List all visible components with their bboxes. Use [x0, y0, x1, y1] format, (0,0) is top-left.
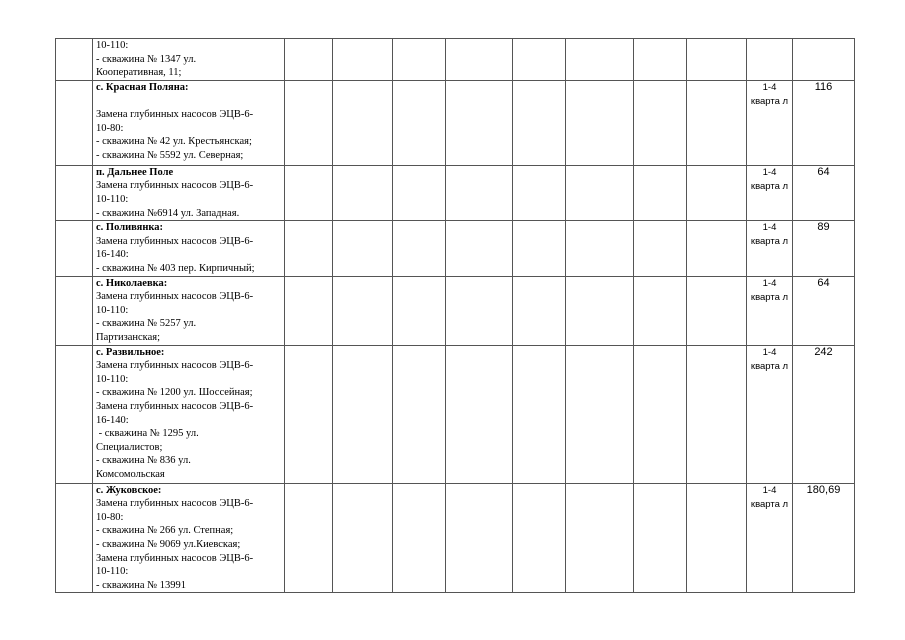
empty-cell: [446, 80, 513, 165]
works-table: [55, 38, 855, 593]
empty-cell: [333, 276, 393, 345]
empty-cell: [285, 483, 333, 593]
description-line: 10-80:: [96, 511, 124, 523]
description-line: 10-110:: [96, 373, 129, 385]
empty-cell: [333, 221, 393, 276]
description-line: Замена глубинных насосов ЭЦВ-6-: [96, 552, 254, 564]
empty-cell: [393, 483, 446, 593]
empty-cell: [513, 221, 566, 276]
empty-cell: [687, 165, 747, 220]
description-line: 10-110:: [96, 566, 129, 578]
amount-cell: 64: [793, 276, 855, 345]
description-line: - скважина № 1200 ул. Шоссейная;: [96, 387, 253, 399]
description-line: 10-110:: [96, 193, 129, 205]
description-line: - скважина № 5592 ул. Северная;: [96, 149, 244, 161]
number-cell: [56, 221, 93, 276]
description-cell: [93, 276, 285, 345]
empty-cell: [634, 276, 687, 345]
period-cell: [747, 39, 793, 81]
empty-cell: [393, 345, 446, 483]
description-cell: [93, 165, 285, 220]
period-cell: 1-4 кварта л: [747, 276, 793, 345]
amount-cell: 180,69: [793, 483, 855, 593]
empty-cell: [285, 80, 333, 165]
empty-cell: [513, 39, 566, 81]
description-line: - скважина № 403 пер. Кирпичный;: [96, 262, 255, 274]
number-cell: [56, 165, 93, 220]
description-line: Комсомольская: [96, 468, 165, 480]
empty-cell: [446, 39, 513, 81]
empty-cell: [634, 345, 687, 483]
empty-cell: [513, 345, 566, 483]
description-line: - скважина № 1347 ул.: [96, 53, 197, 65]
description-line: Партизанская;: [96, 331, 160, 343]
empty-cell: [446, 221, 513, 276]
description-line: 10-110:: [96, 40, 129, 51]
empty-cell: [513, 276, 566, 345]
empty-cell: [566, 165, 634, 220]
empty-cell: [566, 276, 634, 345]
empty-cell: [333, 39, 393, 81]
empty-cell: [446, 276, 513, 345]
location-name: с. Поливянка:: [96, 222, 164, 234]
location-name: с. Жуковское:: [96, 484, 162, 496]
table-row: [56, 165, 855, 220]
location-name: с. Николаевка:: [96, 277, 168, 289]
table-row: [56, 221, 855, 276]
empty-cell: [634, 483, 687, 593]
number-cell: [56, 276, 93, 345]
number-cell: [56, 80, 93, 165]
description-line: - скважина № 266 ул. Степная;: [96, 525, 234, 537]
description-line: - скважина № 13991: [96, 579, 187, 591]
amount-cell: [793, 39, 855, 81]
empty-cell: [513, 80, 566, 165]
empty-cell: [393, 221, 446, 276]
empty-cell: [285, 345, 333, 483]
description-line: Замена глубинных насосов ЭЦВ-6-: [96, 108, 254, 120]
empty-cell: [687, 80, 747, 165]
empty-cell: [333, 483, 393, 593]
description-line: Замена глубинных насосов ЭЦВ-6-: [96, 235, 254, 247]
empty-cell: [446, 345, 513, 483]
description-line: 10-80:: [96, 122, 124, 134]
empty-cell: [446, 165, 513, 220]
number-cell: [56, 483, 93, 593]
empty-cell: [285, 221, 333, 276]
empty-cell: [687, 483, 747, 593]
empty-cell: [333, 80, 393, 165]
number-cell: [56, 345, 93, 483]
empty-cell: [634, 221, 687, 276]
description-line: Замена глубинных насосов ЭЦВ-6-: [96, 498, 254, 510]
table-row: [56, 39, 855, 81]
description-cell: [93, 483, 285, 593]
empty-cell: [687, 39, 747, 81]
amount-cell: 116: [793, 80, 855, 165]
period-cell: 1-4 кварта л: [747, 80, 793, 165]
empty-cell: [285, 165, 333, 220]
empty-cell: [513, 165, 566, 220]
description-line: Замена глубинных насосов ЭЦВ-6-: [96, 180, 254, 192]
table-row: [56, 80, 855, 165]
description-line: Кооперативная, 11;: [96, 67, 182, 79]
description-cell: [93, 39, 285, 81]
empty-cell: [687, 276, 747, 345]
description-line: - скважина № 5257 ул.: [96, 318, 197, 330]
description-line: - скважина №6914 ул. Западная.: [96, 207, 240, 219]
description-line: - скважина № 836 ул.: [96, 455, 191, 467]
description-line: 16-140:: [96, 249, 129, 261]
description-cell: [93, 80, 285, 165]
empty-cell: [393, 39, 446, 81]
empty-cell: [634, 39, 687, 81]
number-cell: [56, 39, 93, 81]
empty-cell: [446, 483, 513, 593]
amount-cell: 242: [793, 345, 855, 483]
description-line: - скважина № 1295 ул.: [96, 428, 199, 440]
empty-cell: [393, 276, 446, 345]
empty-cell: [566, 345, 634, 483]
empty-cell: [393, 165, 446, 220]
empty-cell: [687, 221, 747, 276]
empty-cell: [634, 165, 687, 220]
description-line: - скважина № 9069 ул.Киевская;: [96, 538, 241, 550]
location-name: с. Развильное:: [96, 346, 165, 358]
amount-cell: 89: [793, 221, 855, 276]
empty-cell: [566, 221, 634, 276]
empty-cell: [634, 80, 687, 165]
empty-cell: [566, 483, 634, 593]
amount-cell: 64: [793, 165, 855, 220]
description-line: - скважина № 42 ул. Крестьянская;: [96, 136, 252, 148]
empty-cell: [687, 345, 747, 483]
period-cell: 1-4 кварта л: [747, 345, 793, 483]
description-line: Замена глубинных насосов ЭЦВ-6-: [96, 360, 254, 372]
empty-cell: [285, 276, 333, 345]
description-line: Замена глубинных насосов ЭЦВ-6-: [96, 291, 254, 303]
empty-cell: [333, 345, 393, 483]
table-row: [56, 483, 855, 593]
empty-cell: [285, 39, 333, 81]
empty-cell: [566, 39, 634, 81]
empty-cell: [566, 80, 634, 165]
description-cell: [93, 345, 285, 483]
description-line: Замена глубинных насосов ЭЦВ-6-: [96, 400, 254, 412]
empty-cell: [513, 483, 566, 593]
period-cell: 1-4 кварта л: [747, 483, 793, 593]
table-row: [56, 276, 855, 345]
table-row: [56, 345, 855, 483]
description-line: Специалистов;: [96, 441, 163, 453]
period-cell: 1-4 кварта л: [747, 221, 793, 276]
location-name: п. Дальнее Поле: [96, 166, 174, 178]
location-name: с. Красная Поляна:: [96, 81, 189, 93]
description-cell: [93, 221, 285, 276]
description-line: [96, 94, 281, 108]
description-line: 10-110:: [96, 304, 129, 316]
description-line: 16-140:: [96, 414, 129, 426]
empty-cell: [333, 165, 393, 220]
empty-cell: [393, 80, 446, 165]
period-cell: 1-4 кварта л: [747, 165, 793, 220]
